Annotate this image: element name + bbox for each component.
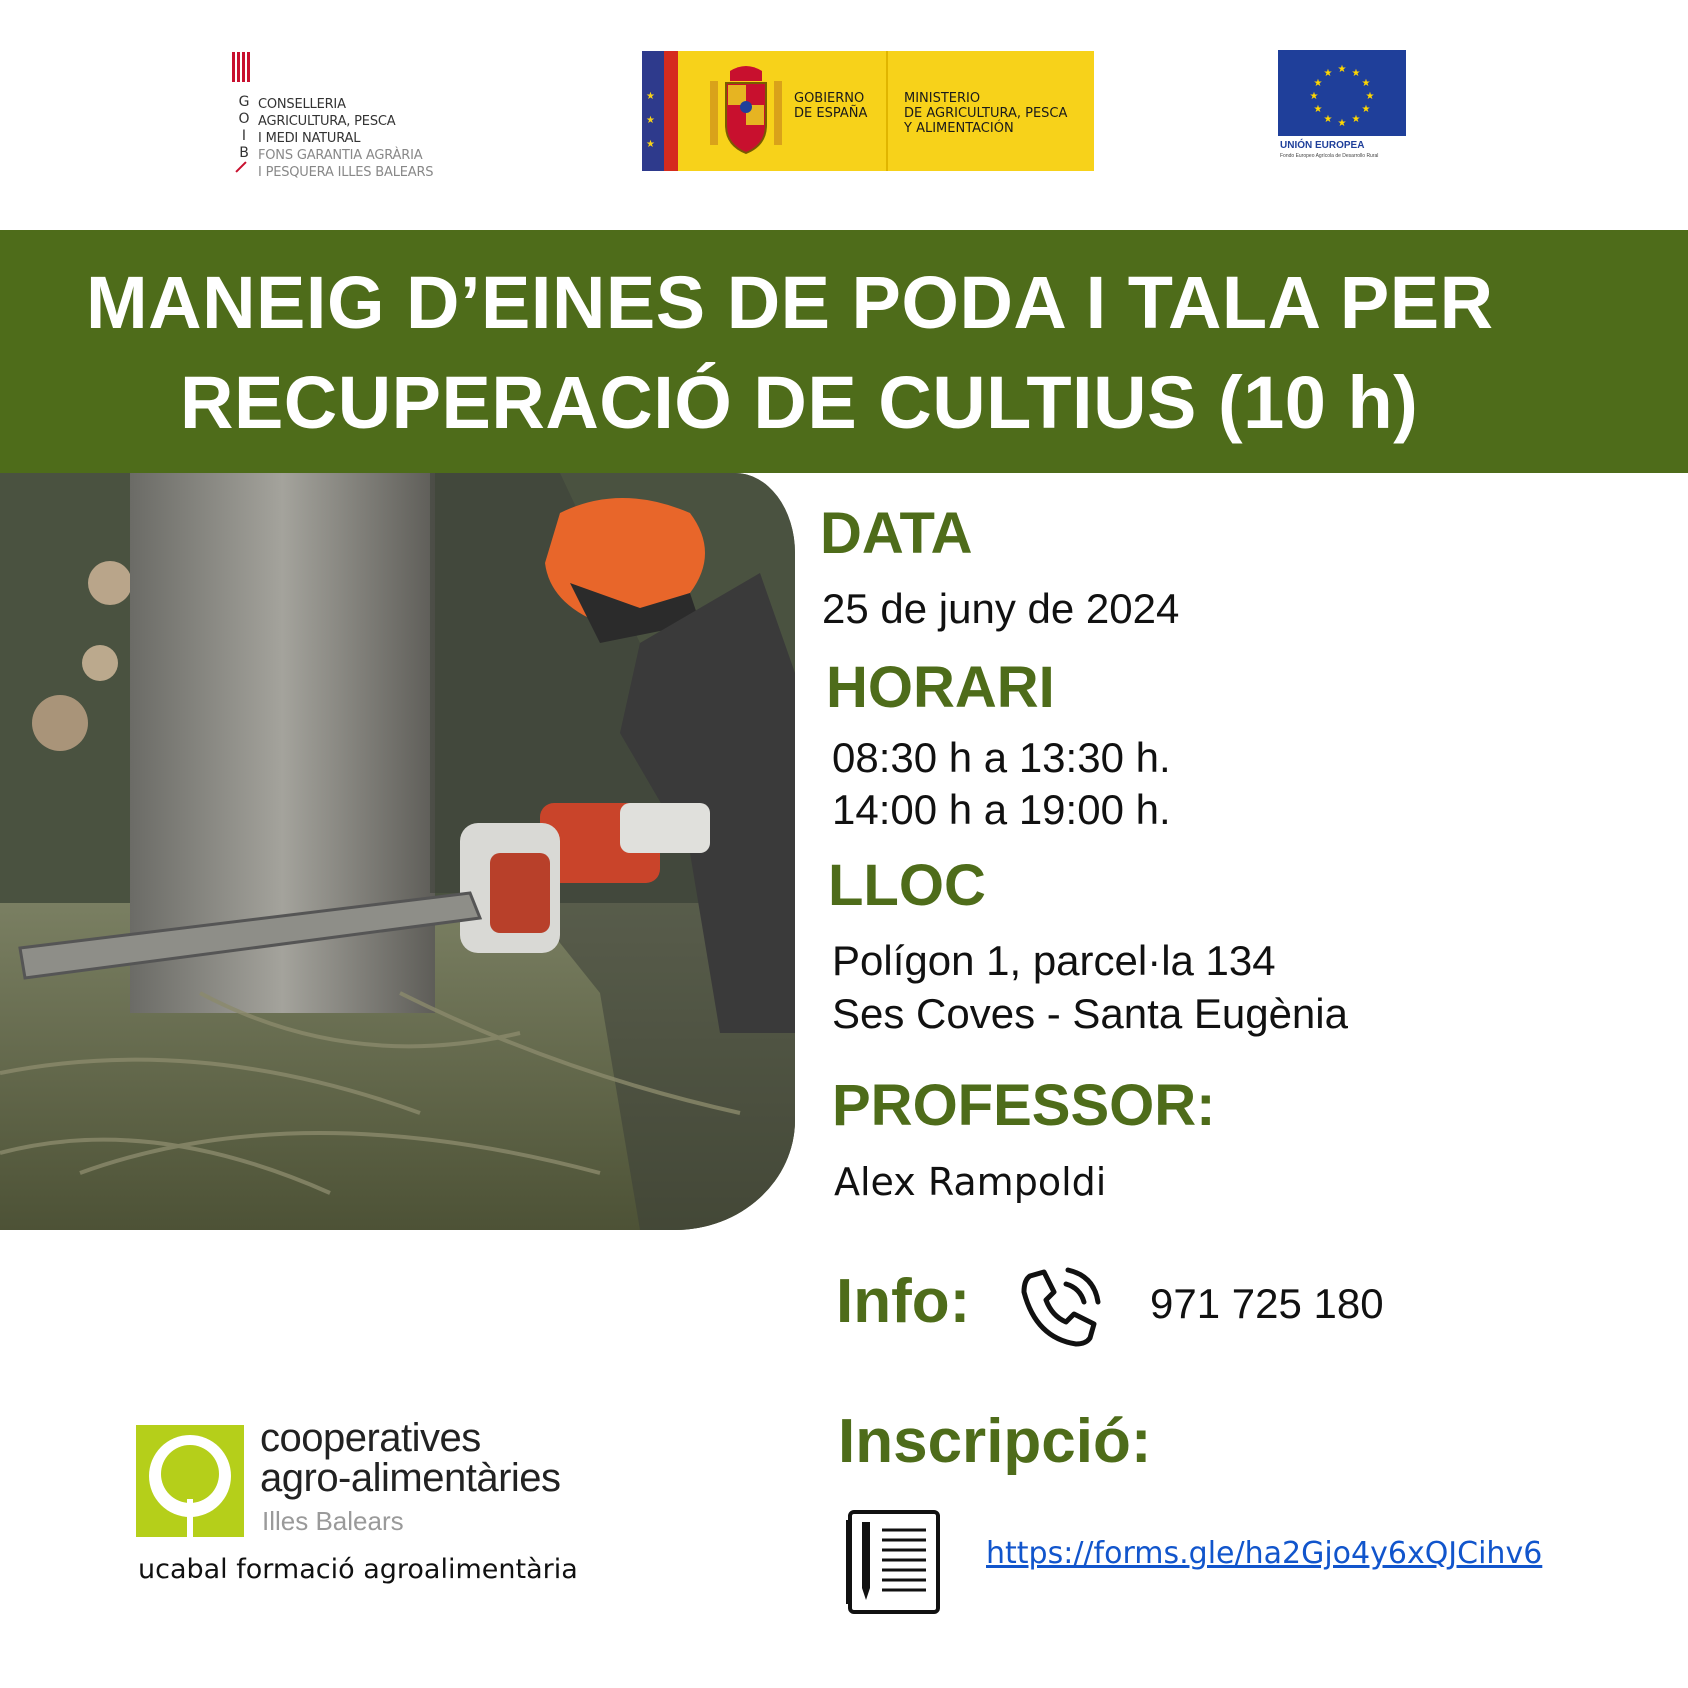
goib-text: CONSELLERIA AGRICULTURA, PESCA I MEDI NATURAL FONS GARANTIA AGRÀRIA I PESQUERA ILLES BALEARS (258, 97, 434, 180)
document-icon (846, 1508, 944, 1616)
location-heading: LLOC (828, 853, 986, 918)
svg-text:★: ★ (1361, 78, 1371, 89)
goib-letters: G O I B (238, 94, 250, 161)
schedule-heading: HORARI (826, 655, 1055, 720)
coop-name-line2: agro-alimentàries (260, 1456, 561, 1500)
schedule-line-2: 14:00 h a 19:00 h. (832, 786, 1171, 833)
chainsaw-photo (0, 473, 795, 1230)
location-line-2: Ses Coves - Santa Eugènia (832, 990, 1348, 1037)
professor-name: Alex Rampoldi (834, 1160, 1107, 1204)
goib-bars-icon (232, 52, 256, 84)
course-title-line1: MANEIG D’EINES DE PODA I TALA PER (86, 261, 1494, 344)
coop-tagline: ucabal formació agroalimentària (138, 1554, 578, 1585)
date-heading: DATA (820, 501, 973, 566)
course-title-line2: RECUPERACIÓ DE CULTIUS (10 h) (180, 361, 1419, 444)
eu-stars-icon (1278, 50, 1406, 136)
svg-text:★: ★ (1313, 78, 1323, 89)
phone-icon (1016, 1264, 1102, 1350)
goib-slash-icon (235, 161, 246, 172)
spain-gov-text: GOBIERNO DE ESPAÑA (794, 91, 868, 121)
location-line-1: Polígon 1, parcel·la 134 (832, 937, 1276, 984)
eu-fund-label: Fondo Europeo Agrícola de Desarrollo Rural (1280, 153, 1379, 159)
coop-name-line1: cooperatives (260, 1416, 481, 1460)
svg-text:★: ★ (1323, 68, 1333, 79)
svg-text:★: ★ (1313, 104, 1323, 115)
professor-heading: PROFESSOR: (832, 1073, 1216, 1138)
eu-logo (1278, 50, 1406, 160)
phone-number[interactable]: 971 725 180 (1150, 1280, 1384, 1327)
goib-logo (232, 52, 462, 192)
svg-text:★: ★ (1351, 68, 1361, 79)
cooperatives-logo-mark (136, 1425, 244, 1537)
date-value: 25 de juny de 2024 (822, 585, 1180, 632)
svg-text:★: ★ (1337, 118, 1347, 129)
spain-flag-stripe: ★ ★ ★ (642, 51, 678, 171)
svg-text:★: ★ (1337, 64, 1347, 75)
spain-ministry-text: MINISTERIO DE AGRICULTURA, PESCA Y ALIMENTACIÓN (904, 91, 1068, 136)
registration-heading: Inscripció: (838, 1407, 1152, 1476)
eu-label: UNIÓN EUROPEA (1280, 140, 1365, 151)
svg-text:★: ★ (1351, 114, 1361, 125)
registration-link[interactable]: https://forms.gle/ha2Gjo4y6xQJCihv6 (986, 1536, 1543, 1571)
svg-text:★: ★ (1361, 104, 1371, 115)
svg-text:★: ★ (1309, 91, 1319, 102)
spain-shield-icon (704, 63, 788, 159)
coop-region: Illes Balears (262, 1506, 404, 1536)
schedule-line-1: 08:30 h a 13:30 h. (832, 734, 1171, 781)
info-heading: Info: (836, 1267, 971, 1336)
svg-text:★: ★ (1323, 114, 1333, 125)
svg-text:★: ★ (1365, 91, 1375, 102)
eu-flag (1278, 50, 1406, 136)
spain-government-logo (642, 51, 1094, 171)
